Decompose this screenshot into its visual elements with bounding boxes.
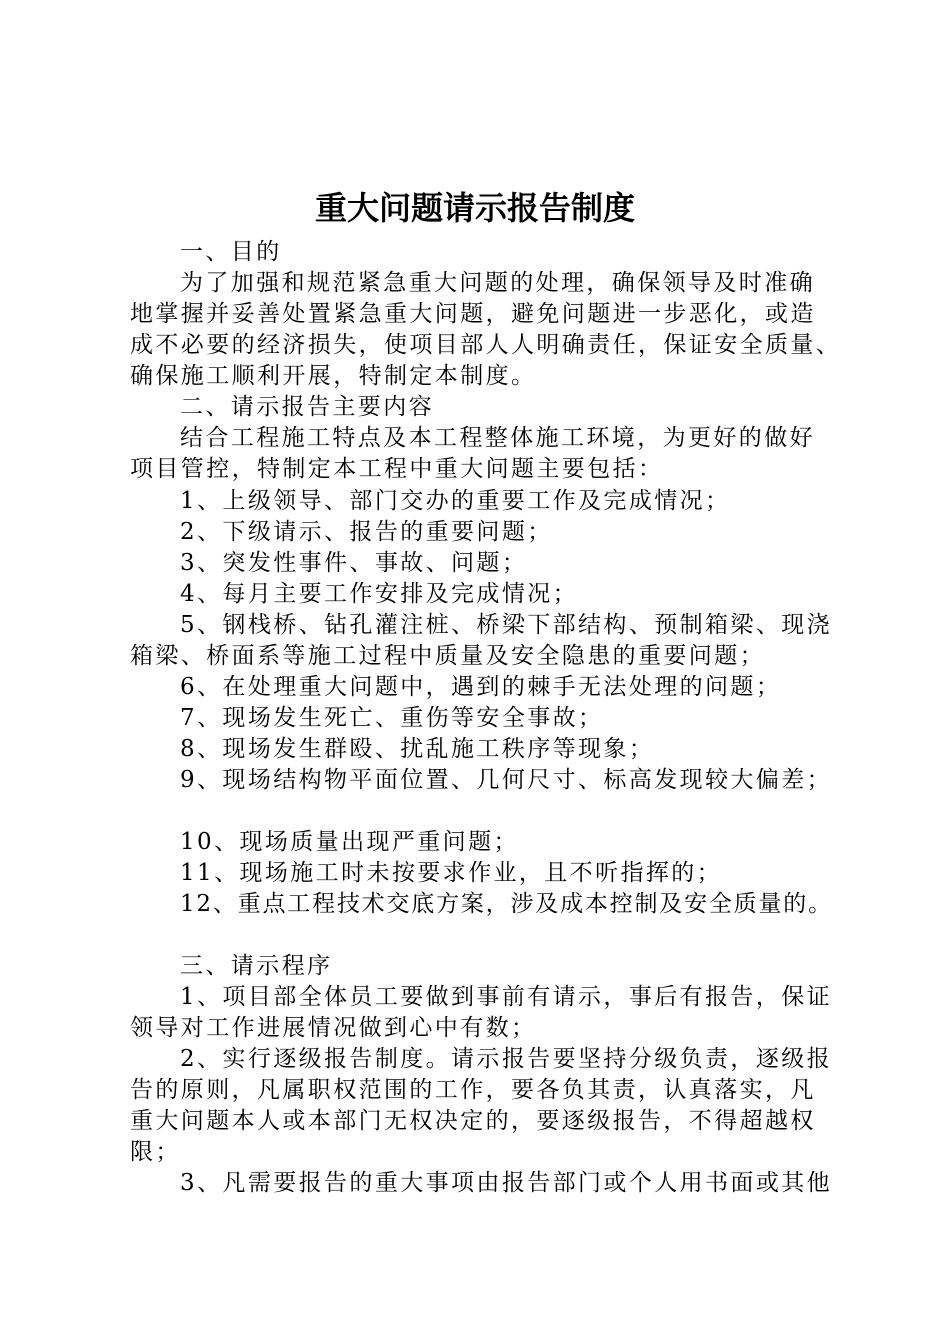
paragraph-line: 结合工程施工特点及本工程整体施工环境，为更好的做好 bbox=[180, 425, 815, 451]
list-item: 11、现场施工时未按要求作业，且不听指挥的； bbox=[180, 860, 723, 886]
list-item: 1、上级领导、部门交办的重要工作及完成情况； bbox=[180, 488, 731, 514]
list-item-continuation: 箱梁、桥面系等施工过程中质量及安全隐患的重要问题； bbox=[130, 643, 765, 669]
paragraph-line: 领导对工作进展情况做到心中有数； bbox=[130, 1015, 537, 1041]
paragraph-line: 为了加强和规范紧急重大问题的处理，确保领导及时准确 bbox=[180, 270, 815, 296]
paragraph-line: 项目管控，特制定本工程中重大问题主要包括： bbox=[130, 456, 664, 482]
list-item: 5、钢栈桥、钻孔灌注桩、桥梁下部结构、预制箱梁、现浇 bbox=[180, 612, 833, 638]
paragraph-line: 2、实行逐级报告制度。请示报告要坚持分级负责，逐级报 bbox=[180, 1046, 833, 1072]
list-item: 7、现场发生死亡、重伤等安全事故； bbox=[180, 705, 604, 731]
paragraph-line: 3、凡需要报告的重大事项由报告部门或个人用书面或其他 bbox=[180, 1170, 833, 1196]
paragraph-line: 地掌握并妥善处置紧急重大问题，避免问题进一步恶化，或造 bbox=[130, 301, 816, 327]
section-heading-procedure: 三、请示程序 bbox=[180, 953, 333, 979]
section-heading-purpose: 一、目的 bbox=[180, 239, 282, 265]
paragraph-line: 限； bbox=[130, 1139, 181, 1165]
paragraph-line: 成不必要的经济损失，使项目部人人明确责任，保证安全质量、 bbox=[130, 332, 842, 358]
list-item: 12、重点工程技术交底方案，涉及成本控制及安全质量的。 bbox=[180, 891, 833, 917]
section-heading-content: 二、请示报告主要内容 bbox=[180, 394, 434, 420]
paragraph-line: 重大问题本人或本部门无权决定的，要逐级报告，不得超越权 bbox=[130, 1108, 816, 1134]
page-title: 重大问题请示报告制度 bbox=[314, 189, 635, 227]
paragraph-line: 确保施工顺利开展，特制定本制度。 bbox=[130, 363, 537, 389]
list-item: 2、下级请示、报告的重要问题； bbox=[180, 519, 553, 545]
list-item: 10、现场质量出现严重问题； bbox=[180, 829, 519, 855]
paragraph-line: 1、项目部全体员工要做到事前有请示，事后有报告，保证 bbox=[180, 984, 833, 1010]
list-item: 6、在处理重大问题中，遇到的棘手无法处理的问题； bbox=[180, 674, 782, 700]
list-item: 8、现场发生群殴、扰乱施工秩序等现象； bbox=[180, 736, 655, 762]
list-item: 9、现场结构物平面位置、几何尺寸、标高发现较大偏差； bbox=[180, 767, 833, 793]
list-item: 4、每月主要工作安排及完成情况； bbox=[180, 581, 579, 607]
list-item: 3、突发性事件、事故、问题； bbox=[180, 550, 528, 576]
paragraph-line: 告的原则，凡属职权范围的工作，要各负其责，认真落实，凡 bbox=[130, 1077, 816, 1103]
